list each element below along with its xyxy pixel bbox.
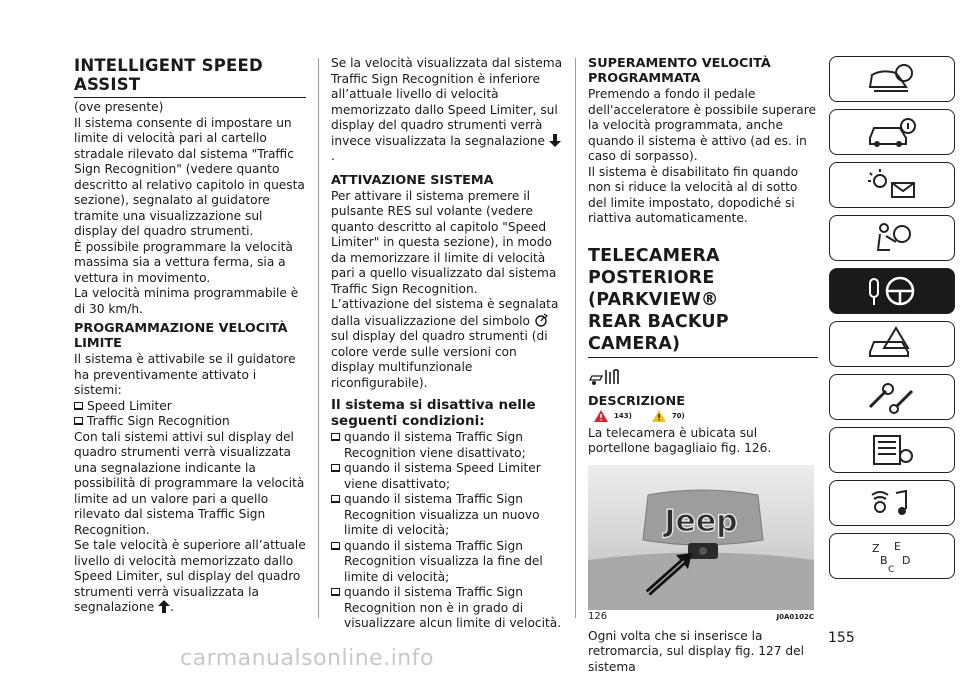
arrow-down-icon bbox=[549, 134, 561, 147]
bullet-icon bbox=[74, 402, 83, 410]
page-number: 155 bbox=[828, 630, 855, 646]
arrow-up-icon bbox=[158, 600, 170, 613]
paragraph: (ove presente) bbox=[74, 100, 164, 114]
column-2 bbox=[331, 56, 563, 632]
chapter-tabs bbox=[829, 56, 956, 586]
paragraph: La telecamera è ubicata sul portellone bagagliaio fig. 126. bbox=[588, 425, 772, 455]
lights-mail-icon bbox=[862, 167, 922, 203]
warning-references: 143) 70) bbox=[594, 410, 818, 422]
column-divider bbox=[318, 58, 319, 618]
paragraph: Per attivare il sistema premere il pulsante RES sul volante (vedere quanto descritto al capitolo "Speed Limiter" in questa sezione), in modo da memorizzare il limite di velocità pari a quello visualizzato dal sistema Traffic Sign Recognition. bbox=[331, 188, 557, 296]
list-item: quando il sistema Traffic Sign Recognition viene disattivato; bbox=[331, 430, 563, 461]
bullet-icon bbox=[331, 464, 340, 472]
bullet-icon bbox=[331, 542, 340, 550]
heading-disattivazione: Il sistema si disattiva nelle seguenti condizioni: bbox=[331, 397, 536, 429]
tab-multimedia[interactable] bbox=[829, 480, 955, 526]
tab-warning-car[interactable] bbox=[829, 321, 955, 367]
paragraph: Se la velocità visualizzata dal sistema Traffic Sign Recognition è inferiore all’attuale livello di velocità memorizzato dallo Speed Limiter, sul display del quadro strumenti verrà invece visualizzata la segnalazione . bbox=[331, 56, 563, 163]
svg-text:D: D bbox=[902, 554, 911, 567]
svg-text:Z: Z bbox=[872, 542, 880, 555]
danger-icon bbox=[594, 410, 608, 422]
paragraph: Se tale velocità è superiore all’attuale livello di velocità memorizzato dallo Speed Limiter, sul display del quadro strumenti verrà visualizzata la segnalazione . bbox=[74, 538, 306, 614]
tab-index[interactable] bbox=[829, 533, 955, 579]
tailgate-image bbox=[588, 465, 814, 610]
list-item: quando il sistema Traffic Sign Recognition visualizza la fine del limite di velocità; bbox=[331, 539, 563, 586]
heading-superamento: SUPERAMENTO VELOCITÀ PROGRAMMATA bbox=[588, 56, 771, 86]
paragraph: L’attivazione del sistema è segnalata dalla visualizzazione del simbolo sul display del quadro strumenti (di colore verde sulle versioni con display multifunzionale riconfigurabile). bbox=[331, 297, 559, 390]
bullet-icon bbox=[331, 588, 340, 596]
heading-attivazione: ATTIVAZIONE SISTEMA bbox=[331, 172, 494, 188]
section-title-telecamera: TELECAMERA POSTERIORE (PARKVIEW® REAR BACKUP CAMERA) bbox=[588, 245, 818, 358]
paragraph: Il sistema consente di impostare un limite di velocità pari al cartello stradale rilevato dal sistema "Traffic Sign Recognition" (vedere quanto descritto al relativo capitolo in questa sezione), segnalato al guidatore tramite una visualizzazione sul display del quadro strumenti. bbox=[74, 115, 305, 238]
svg-text:B: B bbox=[880, 554, 888, 567]
figure-number: 126 bbox=[588, 610, 608, 622]
bullet-icon bbox=[74, 417, 83, 425]
heading-programmazione: PROGRAMMAZIONE VELOCITÀ LIMITE bbox=[74, 321, 288, 351]
section-title-intelligent-speed-assist: INTELLIGENT SPEED ASSIST bbox=[74, 56, 306, 98]
multimedia-icon bbox=[862, 485, 922, 521]
paragraph: La velocità minima programmabile è di 30 km/h. bbox=[74, 286, 299, 316]
figure-126-camera-photo bbox=[588, 465, 814, 610]
heading-descrizione: DESCRIZIONE bbox=[588, 393, 685, 409]
column-1 bbox=[74, 56, 306, 616]
car-info-icon bbox=[862, 114, 922, 150]
list-item: quando il sistema Traffic Sign Recognition non è in grado di visualizzare alcun limite di velocità. bbox=[331, 585, 563, 632]
column-3 bbox=[588, 56, 818, 675]
tab-car-info[interactable] bbox=[829, 109, 955, 155]
paragraph: È possibile programmare la velocità massima sia a vettura ferma, sia a vettura in movimento. bbox=[74, 239, 293, 285]
list-item: Speed Limiter bbox=[74, 399, 306, 415]
service-icon bbox=[862, 379, 922, 415]
watermark: carmanualsonline.info bbox=[180, 646, 434, 671]
index-icon bbox=[862, 538, 922, 574]
specs-icon bbox=[862, 432, 922, 468]
svg-text:E: E bbox=[894, 540, 901, 553]
svg-text:Jeep: Jeep bbox=[664, 503, 738, 539]
steering-key-icon bbox=[862, 273, 922, 309]
tab-steering-key[interactable] bbox=[829, 268, 955, 314]
tab-airbag[interactable] bbox=[829, 215, 955, 261]
paragraph: Premendo a fondo il pedale dell'acceleratore è possibile superare la velocità programmata, anche quando il sistema è attivo (ad es. in caso di sorpasso). bbox=[588, 87, 816, 163]
bullet-icon bbox=[331, 495, 340, 503]
paragraph: Il sistema è attivabile se il guidatore ha preventivamente attivato i sistemi: bbox=[74, 352, 296, 397]
paragraph: Ogni volta che si inserisce la retromarcia, sul display fig. 127 del sistema bbox=[588, 628, 805, 674]
tab-lights-mail[interactable] bbox=[829, 162, 955, 208]
speed-limit-icon bbox=[534, 313, 548, 327]
figure-code: J0A0102C bbox=[776, 612, 814, 621]
tab-dashboard[interactable] bbox=[829, 56, 955, 102]
paragraph: Con tali sistemi attivi sul display del quadro strumenti verrà visualizzata una segnalazione indicante la possibilità di programmare la velocità limite ad un valore pari a quello rilevato dal sistema Traffic Sign Recognition. bbox=[74, 429, 305, 537]
airbag-icon bbox=[862, 220, 922, 256]
camera-icon bbox=[588, 366, 818, 392]
dashboard-icon bbox=[862, 61, 922, 97]
tab-specs[interactable] bbox=[829, 427, 955, 473]
list-item: quando il sistema Traffic Sign Recognition visualizza un nuovo limite di velocità; bbox=[331, 492, 563, 539]
list-item: quando il sistema Speed Limiter viene disattivato; bbox=[331, 461, 563, 492]
column-divider bbox=[575, 58, 576, 618]
caution-icon bbox=[652, 410, 666, 422]
svg-text:C: C bbox=[888, 565, 895, 574]
paragraph: Il sistema è disabilitato fin quando non si riduce la velocità al di sotto del limite impostato, dopodiché si riattiva automaticamente. bbox=[588, 164, 799, 225]
list-item: Traffic Sign Recognition bbox=[74, 414, 306, 430]
tab-service[interactable] bbox=[829, 374, 955, 420]
warning-car-icon bbox=[862, 326, 922, 362]
bullet-icon bbox=[331, 433, 340, 441]
figure-caption bbox=[588, 611, 814, 623]
